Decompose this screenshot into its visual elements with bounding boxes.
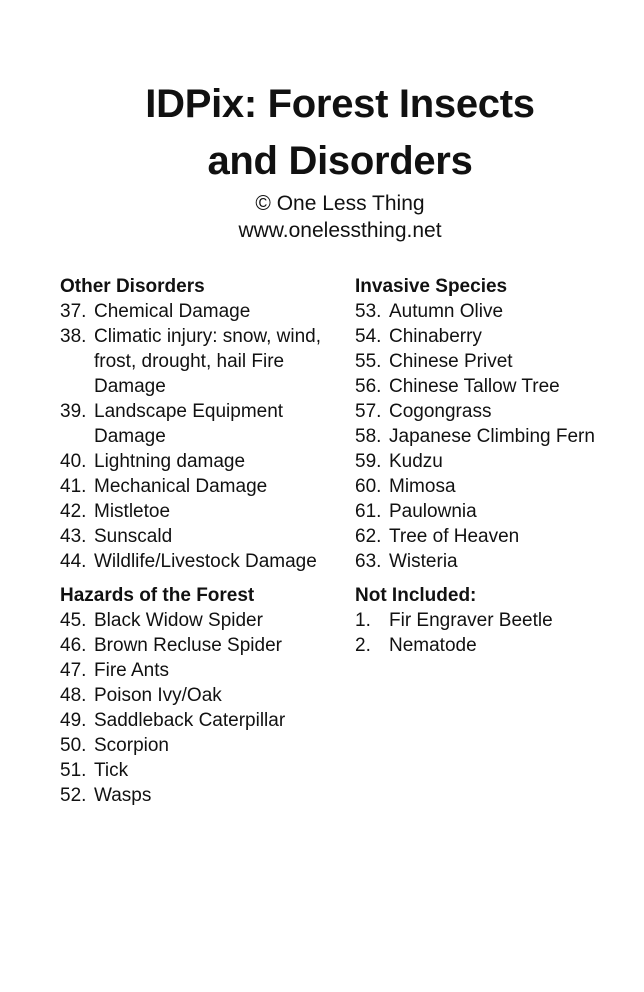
list-item xyxy=(60,658,355,683)
item-text: Wisteria xyxy=(389,551,458,572)
list-item xyxy=(355,399,620,424)
item-number: 47. xyxy=(60,660,87,681)
item-text: Tree of Heaven xyxy=(389,526,520,547)
page-title-line1: IDPix: Forest Insects xyxy=(145,82,535,126)
section-heading: Not Included: xyxy=(355,585,477,606)
item-number: 55. xyxy=(355,351,382,372)
item-number: 62. xyxy=(355,526,382,547)
item-number: 61. xyxy=(355,501,382,522)
list-item xyxy=(355,449,620,474)
section-heading: Other Disorders xyxy=(60,276,205,297)
item-text: Brown Recluse Spider xyxy=(94,635,282,656)
section-other-disorders xyxy=(60,274,355,574)
item-text: Lightning damage xyxy=(94,451,246,472)
list-item xyxy=(355,549,620,574)
item-number: 63. xyxy=(355,551,382,572)
list-item xyxy=(60,608,355,633)
list-item xyxy=(60,633,355,658)
item-number: 60. xyxy=(355,476,382,497)
list-item xyxy=(355,324,620,349)
list-item xyxy=(60,474,355,499)
invasive-species-list xyxy=(355,299,620,574)
item-number: 38. xyxy=(60,326,87,347)
item-number: 52. xyxy=(60,785,87,806)
section-heading: Hazards of the Forest xyxy=(60,585,255,606)
list-item xyxy=(60,449,355,474)
item-text: Japanese Climbing Fern xyxy=(389,426,595,447)
item-number: 40. xyxy=(60,451,87,472)
item-number: 37. xyxy=(60,301,87,322)
section-hazards xyxy=(60,583,355,808)
item-number: 2. xyxy=(355,635,371,656)
list-item xyxy=(355,633,620,658)
item-text: Scorpion xyxy=(94,735,169,756)
item-text: Black Widow Spider xyxy=(94,610,263,631)
item-number: 50. xyxy=(60,735,87,756)
list-item xyxy=(60,683,355,708)
item-number: 1. xyxy=(355,610,371,631)
section-not-included xyxy=(355,583,620,658)
item-text: Chinaberry xyxy=(389,326,482,347)
not-included-list xyxy=(355,608,620,658)
item-number: 41. xyxy=(60,476,87,497)
section-heading: Invasive Species xyxy=(355,276,508,297)
list-item xyxy=(355,608,620,633)
item-text: Chemical Damage xyxy=(94,301,251,322)
item-text: Climatic injury: snow, wind, frost, drought, hail Fire Damage xyxy=(94,326,322,397)
list-item xyxy=(355,299,620,324)
item-text: Chinese Tallow Tree xyxy=(389,376,560,397)
list-item xyxy=(355,474,620,499)
list-item xyxy=(60,324,355,399)
list-item xyxy=(355,374,620,399)
page-title-line2: and Disorders xyxy=(207,139,473,183)
list-item xyxy=(60,399,355,449)
item-number: 59. xyxy=(355,451,382,472)
item-text: Autumn Olive xyxy=(389,301,504,322)
item-number: 57. xyxy=(355,401,382,422)
list-item xyxy=(60,708,355,733)
item-number: 39. xyxy=(60,401,87,422)
item-number: 53. xyxy=(355,301,382,322)
website-url: www.onelessthing.net xyxy=(238,219,442,242)
item-text: Saddleback Caterpillar xyxy=(94,710,286,731)
list-item xyxy=(355,499,620,524)
list-item xyxy=(355,424,620,449)
section-invasive-species xyxy=(355,274,620,574)
item-number: 42. xyxy=(60,501,87,522)
list-item xyxy=(60,524,355,549)
list-item xyxy=(60,499,355,524)
item-number: 56. xyxy=(355,376,382,397)
item-number: 48. xyxy=(60,685,87,706)
item-text: Nematode xyxy=(389,635,477,656)
item-text: Sunscald xyxy=(94,526,173,547)
page-title xyxy=(60,76,620,190)
item-text: Paulownia xyxy=(389,501,477,522)
item-number: 46. xyxy=(60,635,87,656)
list-item xyxy=(60,758,355,783)
list-item xyxy=(60,299,355,324)
item-text: Cogongrass xyxy=(389,401,492,422)
list-item xyxy=(355,524,620,549)
item-number: 54. xyxy=(355,326,382,347)
item-text: Mimosa xyxy=(389,476,456,497)
other-disorders-list xyxy=(60,299,355,574)
left-column xyxy=(60,274,355,808)
item-text: Fir Engraver Beetle xyxy=(389,610,553,631)
item-number: 44. xyxy=(60,551,87,572)
item-text: Mechanical Damage xyxy=(94,476,268,497)
item-text: Wildlife/Livestock Damage xyxy=(94,551,317,572)
right-column xyxy=(355,274,620,808)
item-text: Chinese Privet xyxy=(389,351,513,372)
item-number: 43. xyxy=(60,526,87,547)
list-item xyxy=(355,349,620,374)
list-item xyxy=(60,733,355,758)
item-text: Kudzu xyxy=(389,451,443,472)
list-item xyxy=(60,549,355,574)
item-text: Landscape Equipment Damage xyxy=(94,401,284,447)
item-text: Tick xyxy=(94,760,129,781)
item-text: Wasps xyxy=(94,785,152,806)
item-number: 58. xyxy=(355,426,382,447)
item-number: 51. xyxy=(60,760,87,781)
item-text: Mistletoe xyxy=(94,501,171,522)
list-item xyxy=(60,783,355,808)
item-number: 45. xyxy=(60,610,87,631)
item-number: 49. xyxy=(60,710,87,731)
hazards-list xyxy=(60,608,355,808)
item-text: Poison Ivy/Oak xyxy=(94,685,222,706)
item-text: Fire Ants xyxy=(94,660,169,681)
list-columns xyxy=(60,274,620,808)
copyright-line: © One Less Thing xyxy=(255,192,425,215)
